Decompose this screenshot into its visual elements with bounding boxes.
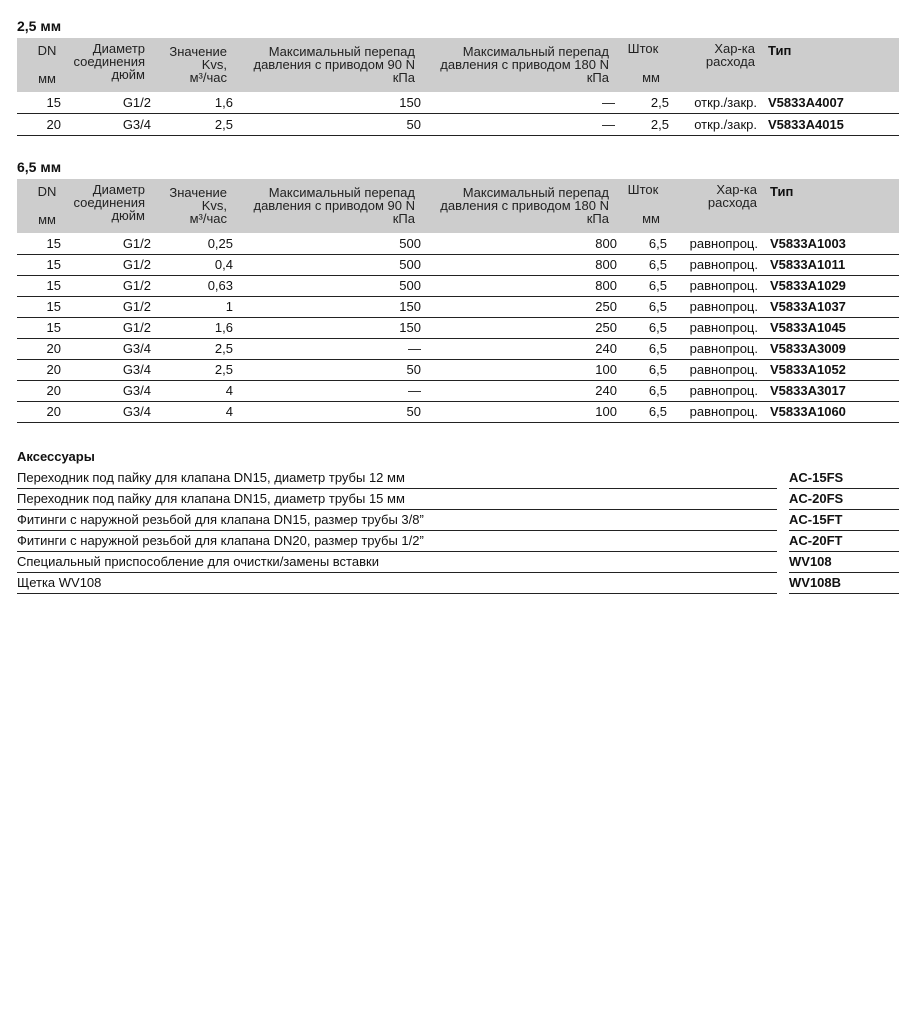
cell-kvs: 2,5 xyxy=(214,117,233,132)
accessory-code: AC-20FS xyxy=(789,491,844,506)
table2-header xyxy=(17,179,899,233)
cell-dp90: — xyxy=(408,383,421,398)
header-dp180: Максимальный перепад давления с приводом 180 N кПа xyxy=(440,185,609,226)
cell-dp180: 800 xyxy=(595,236,617,251)
header-dn: DN xyxy=(37,184,57,199)
cell-dp90: 150 xyxy=(399,320,421,335)
cell-dn: 15 xyxy=(46,320,61,335)
cell-kvs: 2,5 xyxy=(214,362,233,377)
cell-dn: 20 xyxy=(46,341,61,356)
accessory-description: Переходник под пайку для клапана DN15, диаметр трубы 15 мм xyxy=(17,491,405,506)
list-item xyxy=(17,510,899,530)
cell-flow-char: равнопроц. xyxy=(689,320,758,335)
cell-stroke: 6,5 xyxy=(648,236,667,251)
header-stroke-unit: мм xyxy=(642,70,660,85)
header-stroke: Шток xyxy=(627,41,659,56)
table-row xyxy=(17,114,899,136)
table1-title: 2,5 мм xyxy=(17,18,62,34)
header-dp180: Максимальный перепад давления с приводом 180 N кПа xyxy=(440,44,609,85)
cell-conn: G1/2 xyxy=(122,95,151,110)
cell-dp180: 800 xyxy=(595,257,617,272)
cell-dp180: 250 xyxy=(595,320,617,335)
cell-flow-char: равнопроц. xyxy=(689,278,758,293)
header-stroke: Шток xyxy=(627,182,659,197)
cell-type: V5833A1037 xyxy=(770,299,846,314)
table-row xyxy=(17,233,899,255)
cell-dp90: 500 xyxy=(399,257,421,272)
cell-dn: 20 xyxy=(46,383,61,398)
cell-dn: 20 xyxy=(46,362,61,377)
table-row xyxy=(17,380,899,402)
header-dp90: Максимальный перепад давления с приводом 90 N кПа xyxy=(253,185,415,226)
header-dp90: Максимальный перепад давления с приводом 90 N кПа xyxy=(253,44,415,85)
divider xyxy=(789,593,899,594)
cell-dn: 20 xyxy=(46,117,61,132)
list-item xyxy=(17,489,899,509)
cell-type: V5833A4015 xyxy=(768,117,844,132)
table2-title: 6,5 мм xyxy=(17,159,62,175)
cell-type: V5833A1052 xyxy=(770,362,846,377)
cell-flow-char: равнопроц. xyxy=(689,383,758,398)
cell-flow-char: равнопроц. xyxy=(689,257,758,272)
cell-flow-char: равнопроц. xyxy=(689,341,758,356)
cell-conn: G3/4 xyxy=(122,117,151,132)
cell-conn: G1/2 xyxy=(122,236,151,251)
list-item xyxy=(17,468,899,488)
cell-kvs: 1,6 xyxy=(214,320,233,335)
cell-kvs: 0,63 xyxy=(207,278,233,293)
cell-flow-char: откр./закр. xyxy=(694,117,757,132)
accessories-title: Аксессуары xyxy=(17,449,95,464)
cell-dp180: 240 xyxy=(595,383,617,398)
cell-kvs: 4 xyxy=(225,404,233,419)
cell-dp180: — xyxy=(602,95,615,110)
cell-conn: G1/2 xyxy=(122,299,151,314)
cell-stroke: 2,5 xyxy=(650,117,669,132)
header-kvs: Значение Kvs, м³/час xyxy=(169,185,227,226)
table1-header xyxy=(17,38,899,92)
header-flow-char: Хар-ка расхода xyxy=(707,182,757,210)
cell-flow-char: равнопроц. xyxy=(689,404,758,419)
accessory-description: Щетка WV108 xyxy=(17,575,102,590)
table-row xyxy=(17,401,899,423)
cell-conn: G1/2 xyxy=(122,278,151,293)
cell-dn: 15 xyxy=(46,299,61,314)
cell-dp90: 500 xyxy=(399,278,421,293)
cell-conn: G3/4 xyxy=(122,383,151,398)
cell-type: V5833A3009 xyxy=(770,341,846,356)
table-row xyxy=(17,359,899,381)
cell-dp90: 150 xyxy=(399,95,421,110)
header-type: Тип xyxy=(768,43,792,58)
cell-dp90: 150 xyxy=(399,299,421,314)
table-row xyxy=(17,254,899,276)
cell-kvs: 2,5 xyxy=(214,341,233,356)
cell-flow-char: откр./закр. xyxy=(694,95,757,110)
cell-conn: G1/2 xyxy=(122,257,151,272)
header-type: Тип xyxy=(770,184,794,199)
cell-dp90: 50 xyxy=(406,404,421,419)
divider xyxy=(17,593,777,594)
table-row xyxy=(17,92,899,114)
table-row xyxy=(17,296,899,318)
cell-stroke: 6,5 xyxy=(648,362,667,377)
cell-kvs: 0,25 xyxy=(207,236,233,251)
cell-flow-char: равнопроц. xyxy=(689,362,758,377)
accessory-description: Фитинги с наружной резьбой для клапана DN15, размер трубы 3/8” xyxy=(17,512,424,527)
list-item xyxy=(17,531,899,551)
cell-type: V5833A1003 xyxy=(770,236,846,251)
cell-stroke: 2,5 xyxy=(650,95,669,110)
cell-conn: G3/4 xyxy=(122,341,151,356)
cell-type: V5833A1011 xyxy=(770,257,846,272)
cell-dp90: — xyxy=(408,341,421,356)
cell-dn: 15 xyxy=(46,95,61,110)
cell-type: V5833A4007 xyxy=(768,95,844,110)
cell-stroke: 6,5 xyxy=(648,404,667,419)
list-item xyxy=(17,552,899,572)
cell-dp180: — xyxy=(602,117,615,132)
cell-flow-char: равнопроц. xyxy=(689,236,758,251)
accessory-code: AC-20FT xyxy=(789,533,843,548)
accessory-description: Переходник под пайку для клапана DN15, диаметр трубы 12 мм xyxy=(17,470,405,485)
cell-conn: G1/2 xyxy=(122,320,151,335)
cell-flow-char: равнопроц. xyxy=(689,299,758,314)
cell-type: V5833A1060 xyxy=(770,404,846,419)
cell-stroke: 6,5 xyxy=(648,278,667,293)
cell-dp180: 250 xyxy=(595,299,617,314)
header-dn: DN xyxy=(37,43,57,58)
accessory-description: Специальный приспособление для очистки/замены вставки xyxy=(17,554,379,569)
accessory-code: AC-15FT xyxy=(789,512,843,527)
cell-type: V5833A3017 xyxy=(770,383,846,398)
cell-dn: 20 xyxy=(46,404,61,419)
accessory-code: WV108 xyxy=(789,554,832,569)
cell-dp90: 50 xyxy=(406,362,421,377)
cell-stroke: 6,5 xyxy=(648,320,667,335)
cell-kvs: 1,6 xyxy=(214,95,233,110)
header-diameter: Диаметр соединения дюйм xyxy=(73,182,145,223)
cell-type: V5833A1045 xyxy=(770,320,846,335)
header-flow-char: Хар-ка расхода xyxy=(705,41,755,69)
accessory-description: Фитинги с наружной резьбой для клапана DN20, размер трубы 1/2” xyxy=(17,533,424,548)
cell-dp180: 240 xyxy=(595,341,617,356)
cell-kvs: 4 xyxy=(225,383,233,398)
cell-kvs: 0,4 xyxy=(214,257,233,272)
table-row xyxy=(17,275,899,297)
table-row xyxy=(17,317,899,339)
cell-type: V5833A1029 xyxy=(770,278,846,293)
cell-dp90: 50 xyxy=(406,117,421,132)
header-diameter: Диаметр соединения дюйм xyxy=(73,41,145,82)
cell-conn: G3/4 xyxy=(122,404,151,419)
table-row xyxy=(17,338,899,360)
header-stroke-unit: мм xyxy=(642,211,660,226)
list-item xyxy=(17,573,899,593)
accessory-code: WV108B xyxy=(789,575,842,590)
cell-conn: G3/4 xyxy=(122,362,151,377)
cell-stroke: 6,5 xyxy=(648,383,667,398)
cell-kvs: 1 xyxy=(225,299,233,314)
header-kvs: Значение Kvs, м³/час xyxy=(169,44,227,85)
cell-dp180: 100 xyxy=(595,404,617,419)
header-dn-unit: мм xyxy=(38,71,56,86)
cell-dp180: 800 xyxy=(595,278,617,293)
cell-dn: 15 xyxy=(46,278,61,293)
cell-dn: 15 xyxy=(46,257,61,272)
cell-stroke: 6,5 xyxy=(648,257,667,272)
cell-stroke: 6,5 xyxy=(648,299,667,314)
cell-dp180: 100 xyxy=(595,362,617,377)
accessory-code: AC-15FS xyxy=(789,470,844,485)
cell-dn: 15 xyxy=(46,236,61,251)
header-dn-unit: мм xyxy=(38,212,56,227)
cell-stroke: 6,5 xyxy=(648,341,667,356)
cell-dp90: 500 xyxy=(399,236,421,251)
